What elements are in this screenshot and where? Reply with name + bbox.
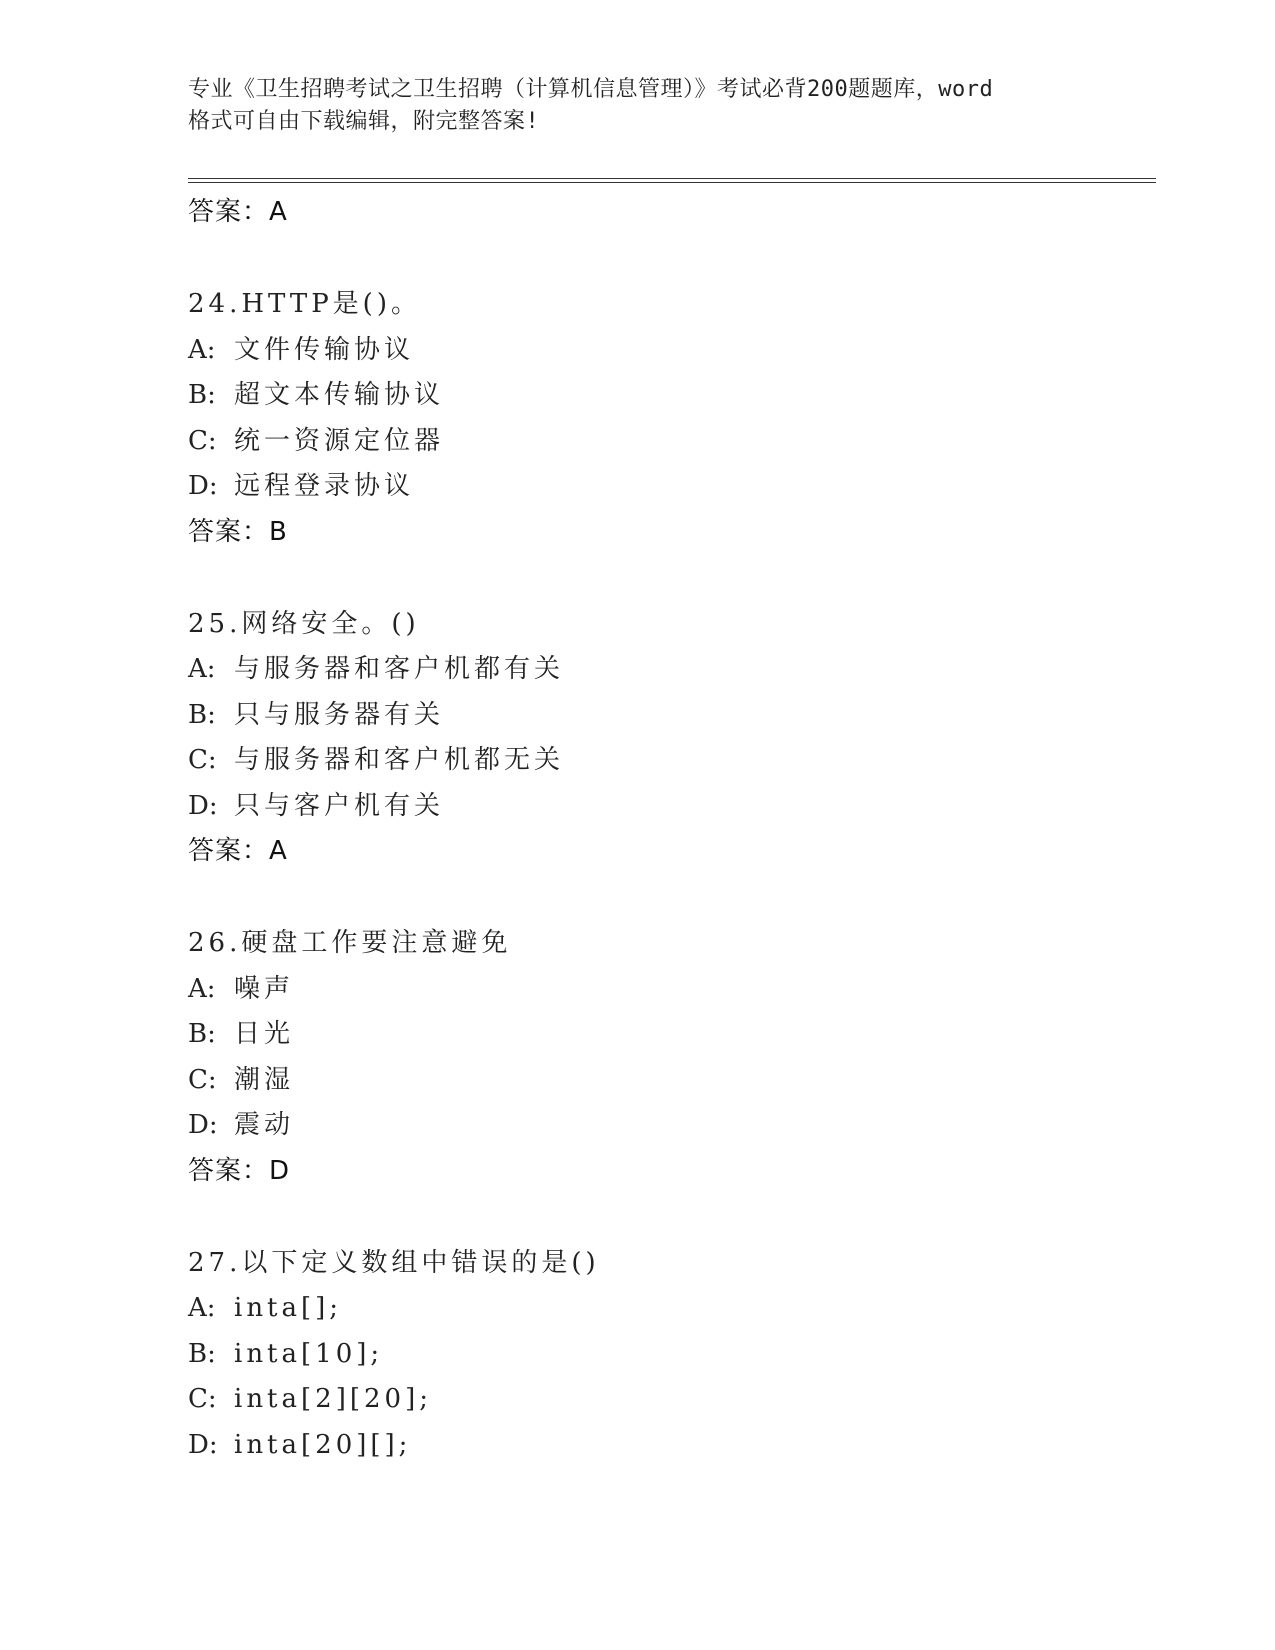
option-d: D: 震动: [188, 1110, 295, 1140]
question-stem: 25.网络安全。(): [188, 608, 420, 639]
option-c: C: 潮湿: [188, 1064, 295, 1095]
option-c: C: 与服务器和客户机都无关: [188, 745, 565, 775]
question-item: [188, 921, 1148, 1193]
header-divider: [188, 178, 1156, 183]
question-item: [188, 602, 1148, 874]
option-b: B: 只与服务器有关: [188, 699, 445, 730]
question-stem: 26.硬盘工作要注意避免: [188, 928, 512, 958]
answer-value: A: [269, 197, 288, 227]
answer-label: 答案：: [188, 197, 270, 227]
option-d: D: 只与客户机有关: [188, 790, 445, 821]
question-item: [188, 282, 1148, 554]
option-b: B: 日光: [188, 1019, 295, 1049]
header-line-2: 格式可自由下载编辑，附完整答案!: [188, 109, 540, 134]
option-a: A: 与服务器和客户机都有关: [188, 654, 565, 684]
answer-line: [188, 829, 1148, 873]
option-a: A: 噪声: [188, 973, 295, 1004]
header-line-1: 专业《卫生招聘考试之卫生招聘（计算机信息管理）》考试必背200题题库，word: [188, 77, 994, 102]
option-b: B: 超文本传输协议: [188, 380, 445, 410]
answer-value: A: [269, 836, 288, 866]
answer-value: B: [269, 516, 288, 547]
question-list: [188, 190, 1148, 1468]
option-d: D: 远程登录协议: [188, 471, 415, 501]
answer-label: 答案：: [188, 836, 270, 866]
answer-line: [188, 510, 1148, 554]
option-a: A: 文件传输协议: [188, 334, 415, 365]
question-item: [188, 1241, 1148, 1469]
option-c: C: 统一资源定位器: [188, 425, 445, 456]
option-d: D: inta[20][];: [188, 1429, 412, 1460]
option-b: B: inta[10];: [188, 1338, 384, 1369]
answer-label: 答案：: [188, 516, 270, 547]
answer-line: [188, 1149, 1148, 1193]
document-header: [188, 74, 1088, 138]
option-a: A: inta[];: [188, 1293, 343, 1323]
question-stem: 27.以下定义数组中错误的是(): [188, 1247, 600, 1278]
question-stem: 24.HTTP是()。: [188, 289, 421, 319]
answer-line: [188, 190, 1148, 234]
answer-label: 答案：: [188, 1155, 270, 1186]
option-c: C: inta[2][20];: [188, 1384, 432, 1414]
answer-value: D: [269, 1155, 291, 1186]
